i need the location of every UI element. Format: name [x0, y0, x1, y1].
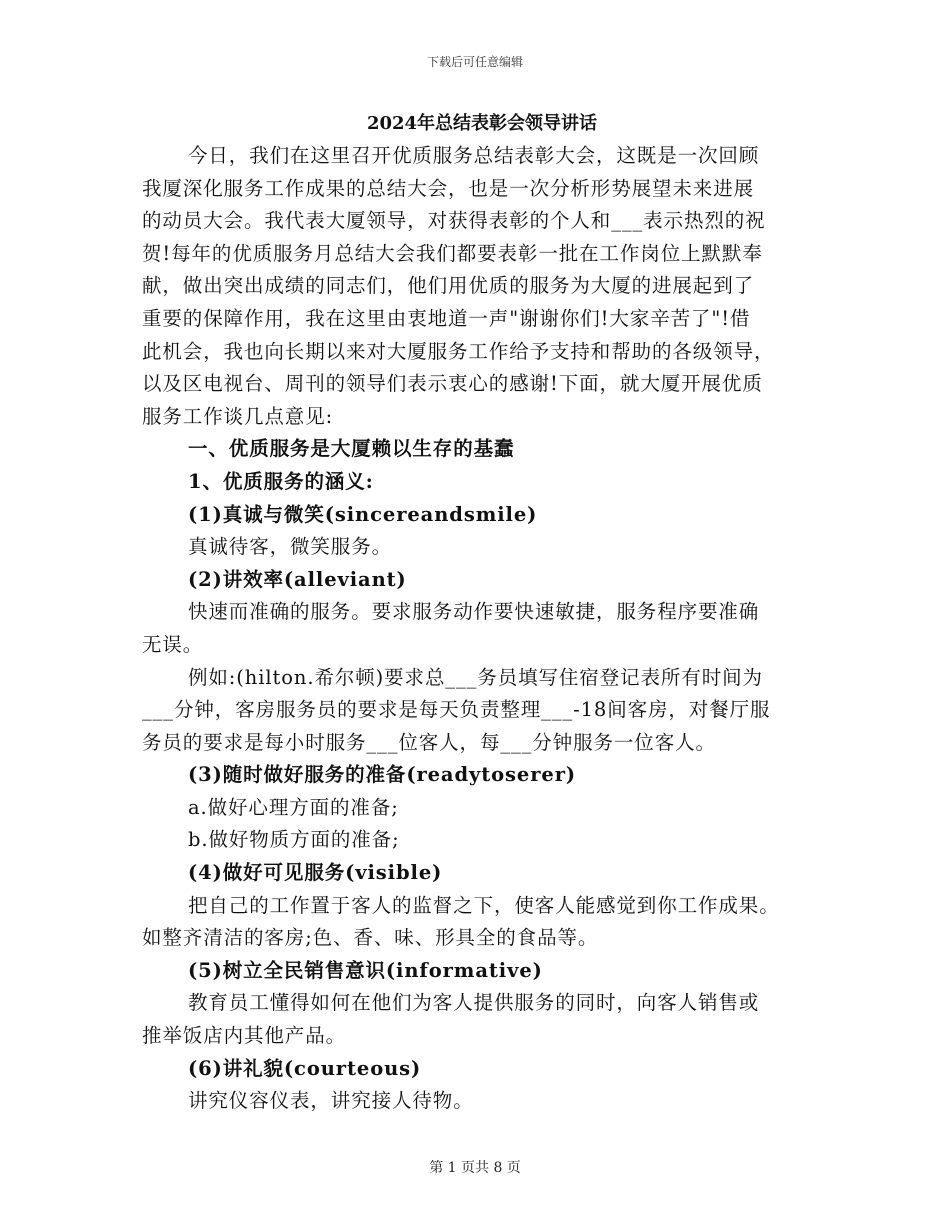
document-body — [142, 108, 814, 1118]
subsection-heading: 1、优质服务的涵义: — [188, 469, 374, 493]
item-heading: (2)讲效率(alleviant) — [188, 567, 407, 591]
item-text: 推举饭店内其他产品。 — [142, 1024, 347, 1048]
section-heading: 一、优质服务是大厦赖以生存的基蠢 — [188, 437, 515, 461]
intro-line: 我厦深化服务工作成果的总结大会，也是一次分析形势展望未来进展 — [142, 176, 755, 200]
page-header: 下载后可任意编辑 — [426, 55, 523, 69]
item-text: 把自己的工作置于客人的监督之下，使客人能感觉到你工作成果。 — [188, 893, 780, 917]
document-title: 2024年总结表彰会领导讲话 — [366, 113, 598, 134]
item-text: b.做好物质方面的准备; — [188, 828, 400, 852]
example-line: 例如:(hilton.希尔顿)要求总___务员填写住宿登记表所有时间为 — [188, 665, 763, 689]
page-footer: 第 1 页共 8 页 — [429, 1160, 521, 1176]
item-text: 真诚待客，微笑服务。 — [188, 535, 393, 559]
item-heading: (3)随时做好服务的准备(readytoserer) — [188, 763, 577, 787]
item-heading: (5)树立全民销售意识(informative) — [188, 958, 543, 982]
intro-line: 此机会，我也向长期以来对大厦服务工作给予支持和帮助的各级领导， — [142, 339, 775, 363]
intro-line: 献，做出突出成绩的同志们，他们用优质的服务为大厦的进展起到了 — [142, 274, 755, 298]
intro-line: 今日，我们在这里召开优质服务总结表彰大会，这既是一次回顾 — [188, 144, 760, 167]
item-heading: (6)讲礼貌(courteous) — [188, 1056, 422, 1080]
example-line: 务员的要求是每小时服务___位客人，每___分钟服务一位客人。 — [142, 730, 716, 754]
intro-line: 贺!每年的优质服务月总结大会我们都要表彰一批在工作岗位上默默奉 — [142, 241, 763, 265]
intro-line: 以及区电视台、周刊的领导们表示衷心的感谢!下面，就大厦开展优质 — [142, 372, 763, 396]
item-text: 教育员工懂得如何在他们为客人提供服务的同时，向客人销售或 — [188, 991, 760, 1015]
item-text: 无误。 — [142, 632, 204, 656]
item-text: 如整齐清洁的客房;色、香、味、形具全的食品等。 — [142, 926, 599, 950]
item-text: 讲究仪容仪表，讲究接人待物。 — [188, 1089, 474, 1113]
intro-line: 的动员大会。我代表大厦领导，对获得表彰的个人和___表示热烈的祝 — [142, 209, 766, 233]
intro-line: 服务工作谈几点意见: — [142, 404, 334, 428]
example-line: ___分钟，客房服务员的要求是每天负责整理___-18间客房，对餐厅服 — [142, 698, 771, 722]
item-text: 快速而准确的服务。要求服务动作要快速敏捷，服务程序要准确 — [188, 600, 760, 624]
item-heading: (1)真诚与微笑(sincereandsmile) — [188, 502, 538, 526]
item-text: a.做好心理方面的准备; — [188, 795, 399, 819]
item-heading: (4)做好可见服务(visible) — [188, 861, 443, 885]
intro-line: 重要的保障作用，我在这里由衷地道一声"谢谢你们!大家辛苦了"!借 — [142, 306, 751, 330]
